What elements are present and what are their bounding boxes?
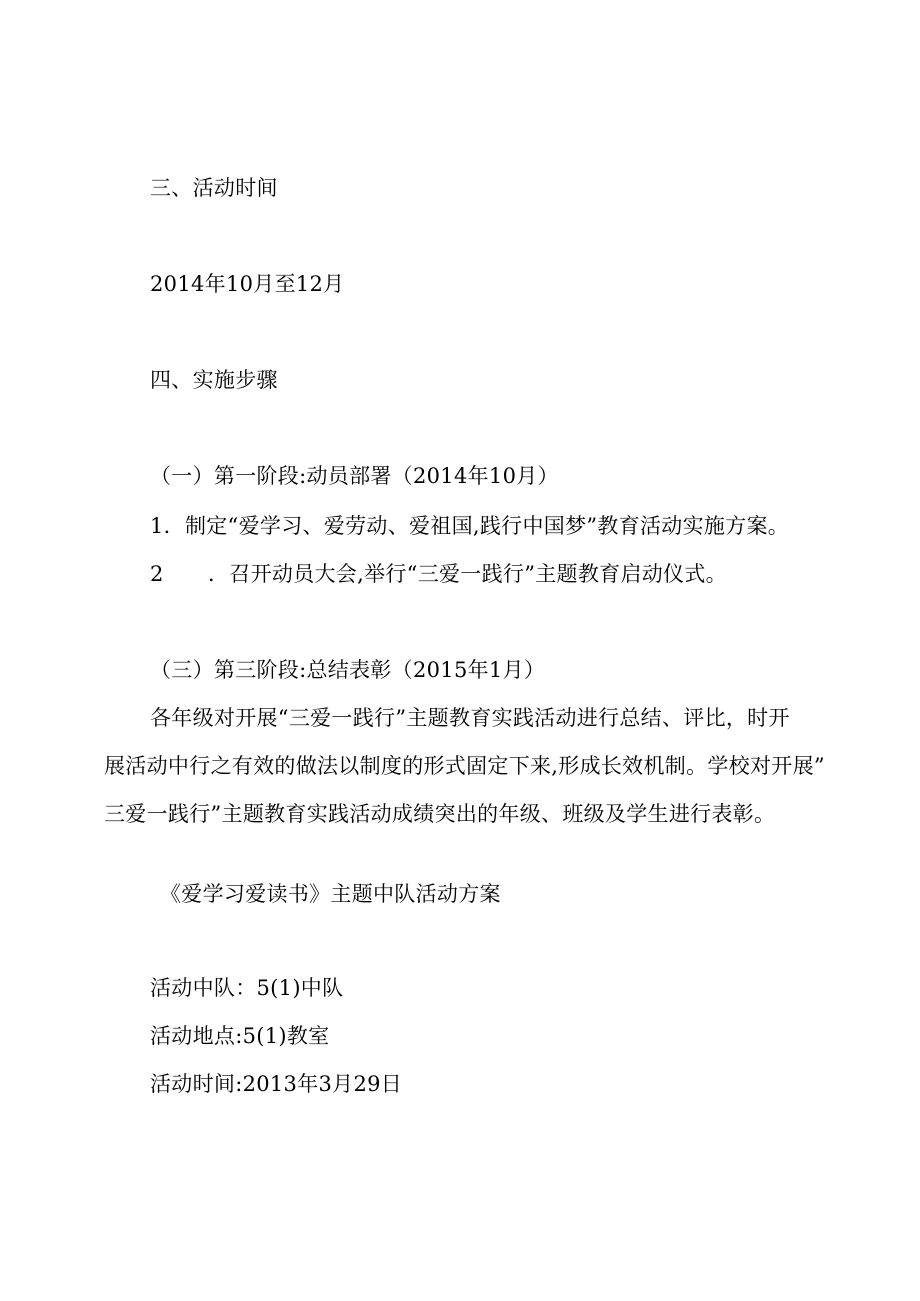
phase-3-paragraph-line-1: 各年级对开展“三爱一践行”主题教育实践活动进行总结、评比，时开 bbox=[150, 706, 790, 730]
phase-3-heading: （三）第三阶段:总结表彰（2015年1月） bbox=[150, 658, 546, 682]
plan-location: 活动地点:5(1)教室 bbox=[150, 1024, 330, 1048]
phase-1-heading: （一）第一阶段:动员部署（2014年10月） bbox=[150, 464, 559, 488]
section-4-heading: 四、实施步骤 bbox=[150, 368, 278, 392]
phase-3-paragraph-line-3: 三爱一践行”主题教育实践活动成绩突出的年级、班级及学生进行表彰。 bbox=[104, 802, 776, 826]
phase-3-paragraph-line-2: 展活动中行之有效的做法以制度的形式固定下来,形成长效机制。学校对开展” bbox=[104, 754, 825, 778]
plan-time: 活动时间:2013年3月29日 bbox=[150, 1072, 403, 1096]
plan-squad: 活动中队：5(1)中队 bbox=[150, 976, 344, 1000]
phase-1-item-2-text: ．召开动员大会,举行“三爱一践行”主题教育启动仪式。 bbox=[208, 562, 727, 586]
section-3-date: 2014年10月至12月 bbox=[150, 272, 345, 296]
phase-1-item-1: 1．制定“爱学习、爱劳动、爱祖国,践行中国梦”教育活动实施方案。 bbox=[150, 514, 790, 538]
phase-1-item-2-number: 2 bbox=[150, 562, 164, 586]
section-3-heading: 三、活动时间 bbox=[150, 176, 278, 200]
plan-title: 《爱学习爱读书》主题中队活动方案 bbox=[160, 882, 501, 906]
